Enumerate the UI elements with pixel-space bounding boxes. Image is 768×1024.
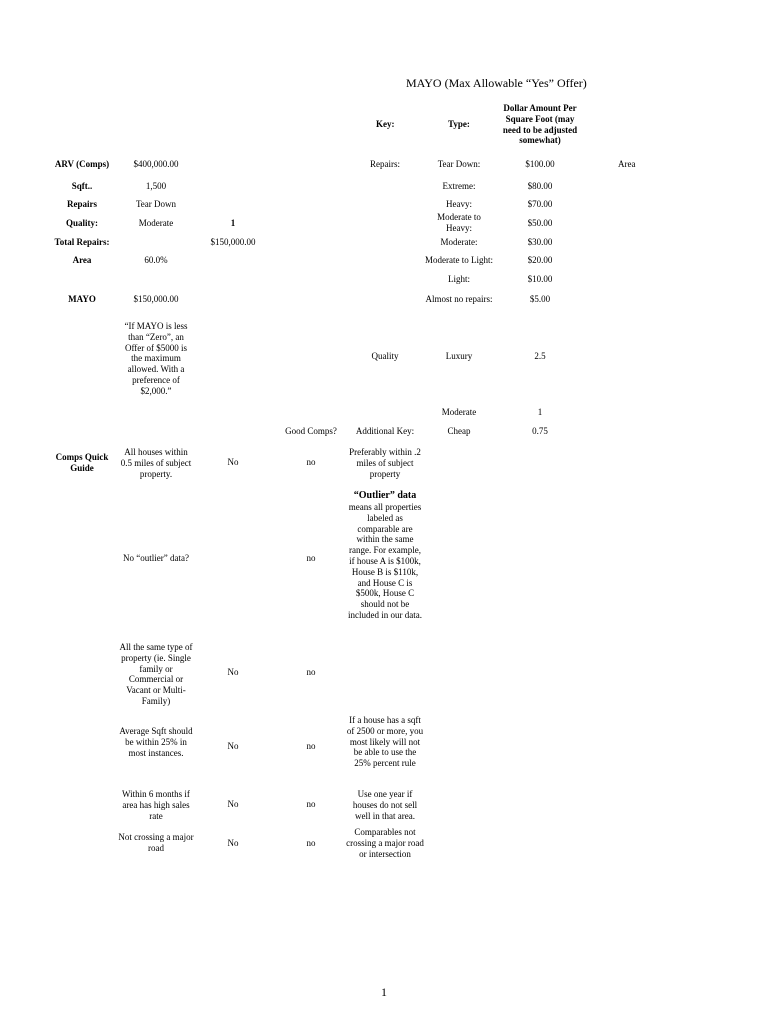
comps-note: Preferably within .2 miles of subject property [349, 447, 421, 479]
comps-good: no [306, 741, 316, 751]
repairs-key-label: Repairs: [370, 159, 400, 169]
repair-amount: $70.00 [527, 199, 553, 209]
quality-factor: 1 [230, 218, 236, 228]
quality-factor-value: 1 [537, 407, 543, 417]
repair-type: Moderate to Heavy: [437, 212, 481, 233]
quality-label: Quality: [65, 218, 98, 228]
mayo-label: MAYO [68, 294, 96, 304]
type-header: Type: [448, 119, 470, 129]
total-repairs-value: $150,000.00 [210, 237, 256, 247]
quality-type: Luxury [445, 351, 473, 361]
comps-good: no [306, 667, 316, 677]
comps-criterion: No “outlier” data? [123, 553, 189, 563]
quality-factor-value: 0.75 [532, 426, 548, 436]
repair-amount: $5.00 [529, 294, 551, 304]
repair-type: Extreme: [442, 181, 476, 191]
sqft-label: Sqft.. [71, 181, 93, 191]
comps-criterion: Within 6 months if area has high sales rate [122, 789, 190, 821]
comps-answer: No [227, 799, 239, 809]
dollar-amount-header: Dollar Amount Per Square Foot (may need to be adjusted somewhat) [502, 103, 578, 146]
mayo-note: “If MAYO is less than “Zero”, an Offer of $5000 is the maximum allowed. With a preference of $2,000.” [124, 321, 188, 396]
comps-answer: No [227, 457, 239, 467]
comps-note: Comparables not crossing a major road or intersection [346, 827, 424, 859]
quality-type: Cheap [447, 426, 471, 436]
quality-value: Moderate [138, 218, 174, 228]
repair-amount: $50.00 [527, 218, 553, 228]
comps-good: no [306, 838, 316, 848]
total-repairs-label: Total Repairs: [54, 237, 110, 247]
comps-criterion: Not crossing a major road [118, 832, 194, 853]
comps-answer: No [227, 838, 239, 848]
repair-type: Light: [448, 274, 470, 284]
good-comps-header: Good Comps? [285, 426, 337, 436]
repairs-value: Tear Down [135, 199, 177, 209]
comps-good: no [306, 553, 316, 563]
repair-amount: $20.00 [527, 255, 553, 265]
sqft-value: 1,500 [145, 181, 167, 191]
repairs-label: Repairs [67, 199, 97, 209]
comps-good: no [306, 457, 316, 467]
additional-key-header: Additional Key: [355, 426, 415, 436]
repairs-area-label: Area [618, 159, 636, 169]
quality-factor-value: 2.5 [534, 351, 546, 361]
comps-answer: No [227, 741, 239, 751]
quality-type: Moderate [441, 407, 477, 417]
outlier-definition: means all properties labeled as comparable are within the same range. For example, if house A is $100k, House B is $110k, and House C is $500k, House C should not be included in our data. [348, 502, 422, 620]
repair-type: Almost no repairs: [425, 294, 493, 304]
mayo-value: $150,000.00 [133, 294, 179, 304]
comps-answer: No [227, 667, 239, 677]
area-label: Area [72, 255, 92, 265]
area-value: 60.0% [144, 255, 168, 265]
quality-key-label: Quality [371, 351, 399, 361]
repair-type: Tear Down: [437, 159, 481, 169]
arv-value: $400,000.00 [133, 159, 179, 169]
arv-label: ARV (Comps) [54, 159, 110, 169]
repair-type: Heavy: [446, 199, 472, 209]
repair-amount: $80.00 [527, 181, 553, 191]
page-title: MAYO (Max Allowable “Yes” Offer) [406, 76, 587, 90]
comps-criterion: All houses within 0.5 miles of subject property. [120, 447, 192, 479]
comps-criterion: Average Sqft should be within 25% in most instances. [119, 726, 193, 758]
outlier-term: “Outlier” data [353, 490, 417, 501]
comps-note: Use one year if houses do not sell well in that area. [352, 789, 418, 821]
repair-amount: $100.00 [525, 159, 555, 169]
comps-note: If a house has a sqft of 2500 or more, you most likely will not be able to use the 25% percent rule [346, 715, 424, 769]
repair-type: Moderate: [440, 237, 478, 247]
comps-guide-title: Comps Quick Guide [55, 452, 109, 473]
comps-good: no [306, 799, 316, 809]
key-header: Key: [376, 119, 395, 129]
repair-amount: $30.00 [527, 237, 553, 247]
page-number: 1 [381, 985, 387, 999]
repair-type: Moderate to Light: [425, 255, 493, 265]
comps-criterion: All the same type of property (ie. Single family or Commercial or Vacant or Multi-Family) [119, 642, 193, 706]
repair-amount: $10.00 [527, 274, 553, 284]
comps-note [346, 490, 424, 621]
